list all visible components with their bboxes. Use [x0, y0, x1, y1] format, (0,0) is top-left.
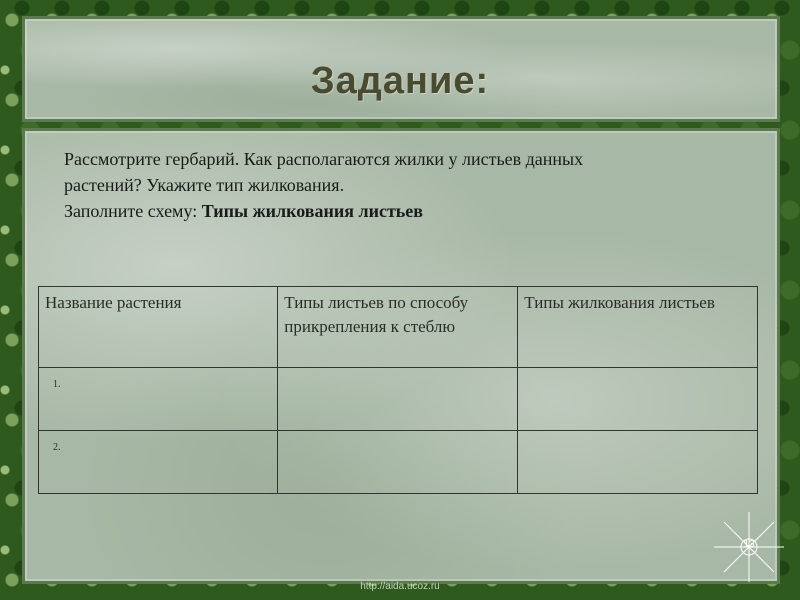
slide-number: 13 — [743, 539, 755, 550]
table-cell — [518, 431, 758, 494]
row-number: 2. — [53, 442, 61, 453]
table-row — [39, 431, 758, 494]
table-header-row — [39, 287, 758, 368]
header-leaf-attachment: Типы листьев по способу прикрепления к стеблю — [278, 287, 518, 368]
instructions-line-3-prefix: Заполните схему: — [64, 201, 202, 221]
schema-name: Типы жилкования листьев — [201, 201, 424, 221]
table-row — [39, 368, 758, 431]
instructions-line-3 — [64, 198, 724, 224]
watermark-url: http://aida.ucoz.ru — [360, 581, 440, 592]
instructions-text — [64, 146, 724, 224]
table-cell — [39, 368, 278, 431]
table-cell — [278, 431, 518, 494]
table-cell — [39, 431, 278, 494]
leaf-venation-table — [38, 286, 758, 494]
instructions-line-2: растений? Укажите тип жилкования. — [64, 175, 345, 195]
slide-title: Задание: — [310, 60, 490, 102]
header-plant-name: Название растения — [39, 287, 278, 368]
header-venation-type: Типы жилкования листьев — [518, 287, 758, 368]
row-number: 1. — [53, 379, 61, 390]
table-cell — [278, 368, 518, 431]
table-cell — [518, 368, 758, 431]
instructions-line-1: Рассмотрите гербарий. Как располагаются жилки у листьев данных — [64, 149, 584, 169]
